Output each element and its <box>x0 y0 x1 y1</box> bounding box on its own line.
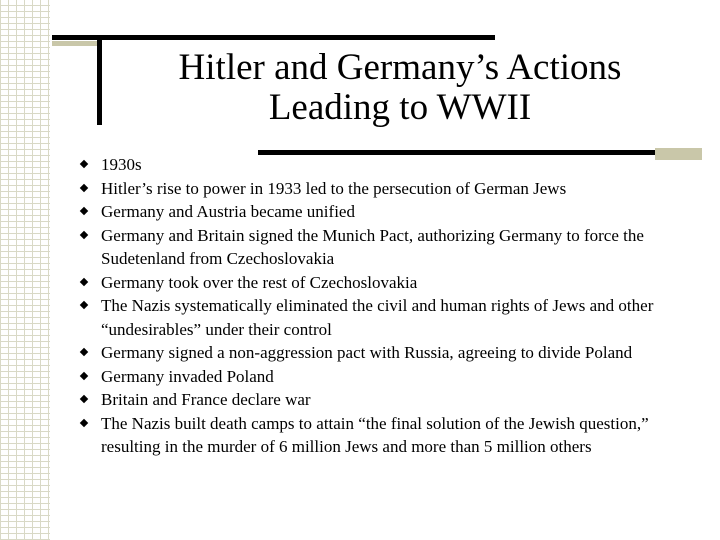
list-item <box>78 224 703 271</box>
diamond-bullet-icon <box>80 183 88 191</box>
list-item <box>78 341 703 365</box>
list-item <box>78 200 703 224</box>
diamond-bullet-icon <box>80 207 88 215</box>
list-item <box>78 271 703 295</box>
list-item-text: Germany and Britain signed the Munich Pact, authorizing Germany to force the Sudetenland from Czechoslovakia <box>101 225 644 268</box>
list-item <box>78 388 703 412</box>
list-item-text: The Nazis systematically eliminated the civil and human rights of Jews and other “undesirables” under their control <box>101 296 654 339</box>
list-item-text: The Nazis built death camps to attain “the final solution of the Jewish question,” resulting in the murder of 6 million Jews and more than 5 million others <box>101 413 649 456</box>
diamond-bullet-icon <box>80 395 88 403</box>
diamond-bullet-icon <box>80 160 88 168</box>
bullet-list <box>78 153 703 459</box>
list-item <box>78 365 703 389</box>
list-item-text: Germany took over the rest of Czechoslovakia <box>101 272 418 292</box>
diamond-bullet-icon <box>80 301 88 309</box>
list-item-text: 1930s <box>101 155 142 174</box>
list-item-text: Hitler’s rise to power in 1933 led to the persecution of German Jews <box>101 178 567 198</box>
list-item-text: Britain and France declare war <box>101 390 311 409</box>
diamond-bullet-icon <box>80 230 88 238</box>
slide-title-line-2: Leading to WWII <box>268 87 532 128</box>
diamond-bullet-icon <box>80 348 88 356</box>
title-top-accent <box>52 41 98 46</box>
title-left-rule <box>97 35 102 125</box>
title-top-rule <box>52 35 495 40</box>
list-item-text: Germany and Austria became unified <box>101 202 355 221</box>
diamond-bullet-icon <box>80 371 88 379</box>
slide-title <box>110 48 690 128</box>
list-item <box>78 412 703 459</box>
diamond-bullet-icon <box>80 277 88 285</box>
list-item <box>78 153 703 177</box>
decorative-grid-strip <box>0 0 50 540</box>
list-item <box>78 294 703 341</box>
diamond-bullet-icon <box>80 418 88 426</box>
list-item-text: Germany signed a non-aggression pact with Russia, agreeing to divide Poland <box>101 343 633 362</box>
list-item-text: Germany invaded Poland <box>101 366 274 386</box>
slide-title-line-1: Hitler and Germany’s Actions <box>178 47 622 88</box>
list-item <box>78 177 703 201</box>
